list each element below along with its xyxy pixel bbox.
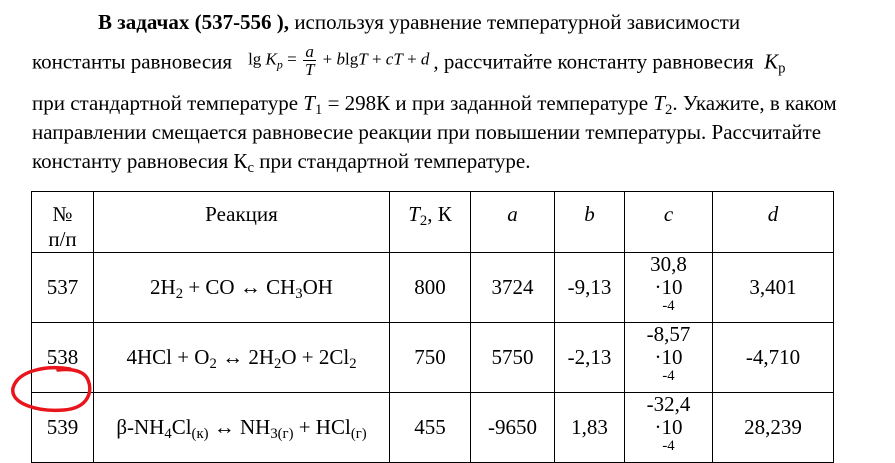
cell-a: -9650	[471, 393, 555, 463]
cell-t2: 750	[390, 323, 471, 393]
intro-line-2: константы равновесия $\lg K_p$ = $\frac{a}{T}$ + blgT + cT + d , рассчитайте константу равновесия $K_p$	[32, 42, 786, 79]
cell-d: -4,710	[713, 323, 834, 393]
bold-lead: В задачах (537-556 ),	[98, 10, 290, 34]
cell-a: 3724	[471, 253, 555, 323]
cell-b: -2,13	[555, 323, 625, 393]
cell-c: -8,57 ·10 $^{-4}$	[625, 323, 713, 393]
equilibrium-formula: $\lg K_p$ = $\frac{a}{T}$ + blgT + cT + d	[248, 42, 430, 79]
cell-reaction: $4HCl + O_2$ ↔ $2H_2O + 2Cl_2$	[94, 323, 390, 393]
intro-line-1: В задачах (537-556 ), используя уравнение температурной зависимости	[98, 10, 741, 34]
reaction-table	[31, 191, 834, 463]
header-reaction: Реакция	[94, 192, 390, 253]
cell-c: -32,4 ·10 $^{-4}$	[625, 393, 713, 463]
table-row	[32, 253, 834, 323]
cell-d: 28,239	[713, 393, 834, 463]
cell-reaction: $2H_2$ + CO ↔ $CH_3OH$	[94, 253, 390, 323]
formula-fraction: $\frac{a}{T}$	[304, 42, 315, 79]
header-t2: $T_2$, К	[390, 192, 471, 253]
cell-b: 1,83	[555, 393, 625, 463]
table-header-row	[32, 192, 834, 253]
cell-reaction: $\beta-NH_4Cl_{(к)}$ ↔ $NH_{3(г)} + HCl_{(г)}$	[94, 393, 390, 463]
table-row	[32, 393, 834, 463]
cell-d: 3,401	[713, 253, 834, 323]
header-c: c	[625, 192, 713, 253]
cell-number: 538	[32, 323, 94, 393]
intro-line-3: при стандартной температуре $T_1 = 298К$ и при заданной температуре $T_2$. Укажите, в каком направлении смещается равновесие реакции при повышении температуры. Рассчитайте константу равновесия $К_с$ при стандартной температуре.	[32, 91, 837, 176]
cell-t2: 455	[390, 393, 471, 463]
cell-t2: 800	[390, 253, 471, 323]
problem-statement	[32, 8, 892, 176]
table-row	[32, 323, 834, 393]
header-a: a	[471, 192, 555, 253]
cell-number: 539	[32, 393, 94, 463]
header-b: b	[555, 192, 625, 253]
cell-number: 537	[32, 253, 94, 323]
header-d: d	[713, 192, 834, 253]
cell-c: 30,8 ·10 $^{-4}$	[625, 253, 713, 323]
cell-a: 5750	[471, 323, 555, 393]
header-number: № п/п	[32, 192, 94, 253]
cell-b: -9,13	[555, 253, 625, 323]
